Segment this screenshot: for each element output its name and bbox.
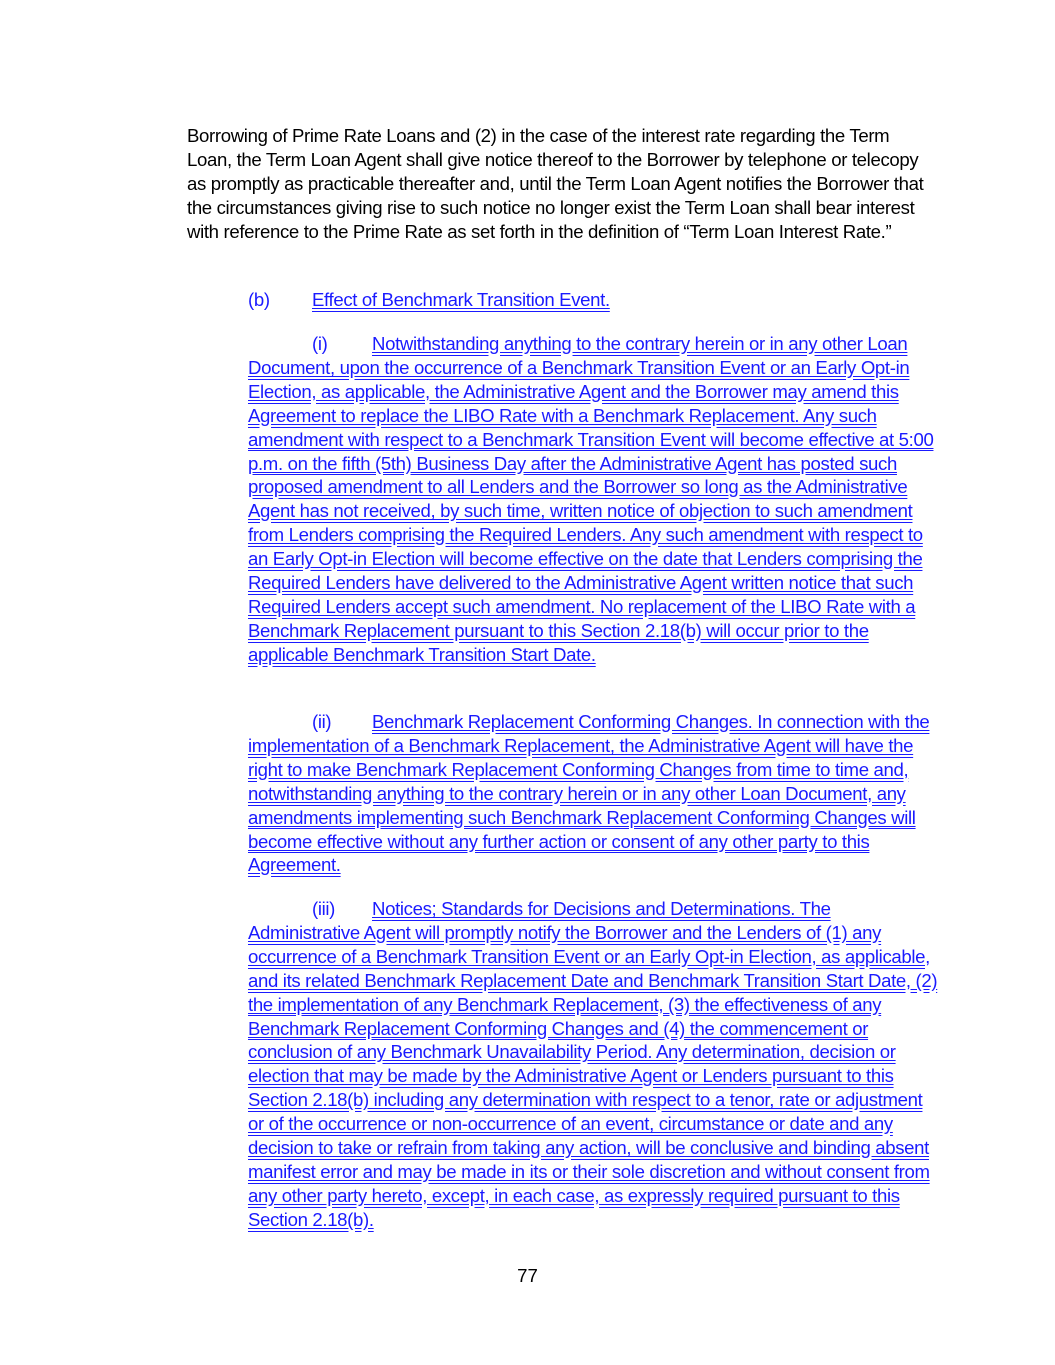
subsection-ii-text: Benchmark Replacement Conforming Changes. In connection with the implementation of a Benchmark Replacement, the Administrative Agent will have the right to make Benchmark Replacement Conforming Changes from time to time and, notwithstanding anything to the contrary herein or in any other Loan Document, any amendments implementing such Benchmark Replacement Conforming Changes will become effective without any further action or consent of any other party to this Agreement.	[248, 711, 930, 876]
subsection-iii-number: (iii)	[312, 898, 336, 919]
subsection-ii	[248, 710, 938, 877]
section-b-title: Effect of Benchmark Transition Event.	[312, 289, 610, 310]
subsection-iii	[248, 897, 938, 1232]
page-number: 77	[517, 1265, 538, 1286]
subsection-i	[248, 332, 938, 667]
subsection-i-number: (i)	[312, 333, 328, 354]
subsection-i-text: Notwithstanding anything to the contrary herein or in any other Loan Document, upon the occurrence of a Benchmark Transition Event or an Early Opt-in Election, as applicable, the Administrative Agent and the Borrower may amend this Agreement to replace the LIBO Rate with a Benchmark Replacement. Any such amendment with respect to a Benchmark Transition Event will become effective at 5:00 p.m. on the fifth (5th) Business Day after the Administrative Agent has posted such proposed amendment to all Lenders and the Borrower so long as the Administrative Agent has not received, by such time, written notice of objection to such amendment from Lenders comprising the Required Lenders. Any such amendment with respect to an Early Opt-in Election will become effective on the date that Lenders comprising the Required Lenders have delivered to the Administrative Agent written notice that such Required Lenders accept such amendment. No replacement of the LIBO Rate with a Benchmark Replacement pursuant to this Section 2.18(b) will occur prior to the applicable Benchmark Transition Start Date.	[248, 333, 934, 665]
subsection-iii-text: Notices; Standards for Decisions and Determinations. The Administrative Agent will promptly notify the Borrower and the Lenders of (1) any occurrence of a Benchmark Transition Event or an Early Opt-in Election, as applicable, and its related Benchmark Replacement Date and Benchmark Transition Start Date, (2) the implementation of any Benchmark Replacement, (3) the effectiveness of any Benchmark Replacement Conforming Changes and (4) the commencement or conclusion of any Benchmark Unavailability Period. Any determination, decision or election that may be made by the Administrative Agent or Lenders pursuant to this Section 2.18(b) including any determination with respect to a tenor, rate or adjustment or of the occurrence or non-occurrence of an event, circumstance or date and any decision to take or refrain from taking any action, will be conclusive and binding absent manifest error and may be made in its or their sole discretion and without consent from any other party hereto, except, in each case, as expressly required pursuant to this Section 2.18(b).	[248, 898, 938, 1230]
section-b-heading	[248, 288, 938, 312]
section-b-number: (b)	[248, 289, 270, 310]
subsection-ii-number: (ii)	[312, 711, 332, 732]
intro-paragraph: Borrowing of Prime Rate Loans and (2) in the case of the interest rate regarding the Term Loan, the Term Loan Agent shall give notice thereof to the Borrower by telephone or telecopy as promptly as practicable thereafter and, until the Term Loan Agent notifies the Borrower that the circumstances giving rise to such notice no longer exist the Term Loan shall bear interest with reference to the Prime Rate as set forth in the definition of “Term Loan Interest Rate.”	[187, 125, 924, 242]
